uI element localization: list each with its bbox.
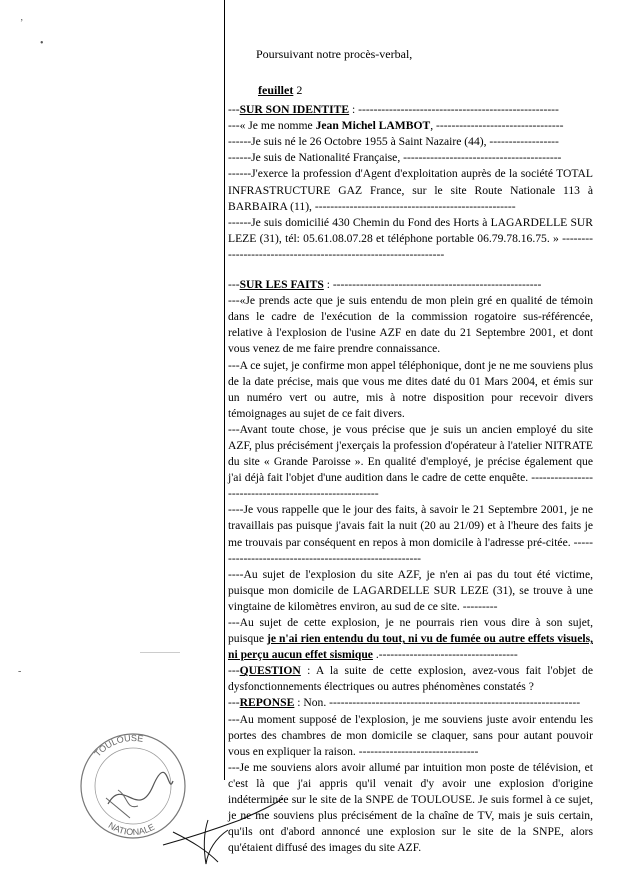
facts-paragraph-7: ---Au moment supposé de l'explosion, je me souviens juste avoir entendu les portes des chambres de mon domicile se claquer, sans pour autant pouvoir vous en expliquer la raison. -------------------------------: [228, 712, 593, 758]
margin-faint-line: [140, 652, 180, 653]
facts-paragraph-5: ----Au sujet de l'explosion du site AZF, je n'en ai pas du tout été victime, puisque mon domicile de LAGARDELLE SUR LEZE (31), se trouve à une vingtaine de kilomètres environ, au sud de ce site. ---------: [228, 567, 593, 613]
facts-heading-suffix: : ------------------------------------------------------: [323, 278, 542, 292]
question-text: : A la suite de cette explosion, avez-vous fait l'objet de dysfonctionnements électriques ou autres phénomènes constatés ?: [228, 664, 593, 694]
intro-line: Poursuivant notre procès-verbal,: [256, 47, 413, 61]
answer-text: : Non. -----------------------------------------------------------------: [294, 696, 581, 710]
text-column: [228, 46, 593, 856]
identity-nationality: ------Je suis de Nationalité Française, -----------------------------------------: [228, 151, 562, 165]
identity-name: Jean Michel LAMBOT: [315, 119, 431, 133]
answer-label: REPONSE: [239, 696, 295, 710]
identity-name-suffix: , ---------------------------------: [430, 119, 564, 133]
facts-paragraph-3: ---Avant toute chose, je vous précise que je suis un ancien employé du site AZF, plus précisément j'exerçais la profession d'opérateur à l'atelier NITRATE du site « Grande Paroisse ». En qualité d'employé, je précise également que j'ai déjà fait l'objet d'une audition dans le cadre de cette enquête. -------------------------------------------------------: [228, 422, 593, 501]
facts-paragraph-6: [228, 615, 593, 663]
identity-heading-line: ---SUR SON IDENTITE : ----------------------------------------------------: [228, 103, 559, 117]
identity-address: ------Je suis domicilié 430 Chemin du Fond des Horts à LAGARDELLE SUR LEZE (31), tél: 05.61.08.07.28 et téléphone portable 06.79.78.16.75. » ----------------------------------------------------------------: [228, 215, 593, 261]
sheet-label: feuillet: [258, 83, 294, 97]
spacer: [228, 263, 593, 277]
answer-line: ---REPONSE : Non. -----------------------------------------------------------------: [228, 696, 581, 710]
facts-paragraph-1: ---«Je prends acte que je suis entendu de mon plein gré en qualité de témoin dans le cadre de l'exécution de la commission rogatoire sus-référencée, relative à l'explosion de l'usine AZF en date du 21 Septembre 2001, et dont vous venez de me faire prendre connaissance.: [228, 294, 593, 356]
question-line: ---QUESTION : A la suite de cette explosion, avez-vous fait l'objet de dysfonctionnements électriques ou autres phénomènes constatés ?: [228, 664, 593, 694]
facts-paragraph-4: ----Je vous rappelle que le jour des faits, à savoir le 21 Septembre 2001, je ne travaillais pas puisque j'avais fait la nuit (20 au 21/09) et à l'heure des faits je me trouvais par conséquent en repos à mon domicile à l'adresse pré-citée. -------------------------------------------------------: [228, 503, 593, 565]
facts-p6-emphasis: je n'ai rien entendu du tout, ni vu de fumée ou autre effets visuels, ni perçu aucun effet sismique: [228, 632, 593, 662]
facts-heading-line: ---SUR LES FAITS : ------------------------------------------------------: [228, 278, 542, 292]
stamp-bottom-text: NATIONALE: [106, 820, 157, 838]
facts-p6-prefix: ---Au sujet de cette explosion, je ne pourrais rien vous dire à son sujet, puisque: [228, 616, 593, 646]
margin-dot: •: [40, 38, 44, 49]
sheet-value: 2: [296, 83, 303, 97]
facts-p6-suffix: .------------------------------------: [372, 648, 518, 662]
stamp-top-text: TOULOUSE: [92, 732, 145, 759]
identity-heading: SUR SON IDENTITE: [239, 103, 350, 117]
facts-paragraph-2: ---A ce sujet, je confirme mon appel téléphonique, dont je ne me souviens plus de la date précise, mais que vous me dites daté du 01 Mars 2004, et émis sur un numéro vert ou autre, mis à notre disposition pour recevoir divers témoignages au sujet de ce fait divers.: [228, 358, 593, 420]
question-label: QUESTION: [239, 664, 301, 678]
margin-dash: -: [18, 666, 22, 677]
identity-name-line: [228, 118, 593, 134]
identity-birth: ------Je suis né le 26 Octobre 1955 à Saint Nazaire (44), ------------------: [228, 135, 559, 149]
sheet-number: [258, 82, 593, 98]
facts-paragraph-8: ---Je me souviens alors avoir allumé par intuition mon poste de télévision, et c'est là que j'ai appris qu'il venait d'y avoir une explosion d'origine indéterminée sur le site de la SNPE de TOULOUSE. Je suis formel à ce sujet, je ne me souviens plus précisément de la chaîne de TV, mais je suis certain, qu'ils ont d'abord annoncé une explosion sur le site de la SNPE, alors qu'étaient diffusé des images du site AZF.: [228, 760, 593, 855]
margin-tick: ’: [20, 18, 24, 29]
identity-profession: ------J'exerce la profession d'Agent d'exploitation auprès de la société TOTAL INFRASTRUCTURE GAZ France, sur le site Route Nationale 113 à BARBAIRA (11), ----------------------------------------------------: [228, 167, 593, 213]
signature: [158, 790, 288, 870]
facts-heading: SUR LES FAITS: [239, 278, 324, 292]
identity-name-prefix: ---« Je me nomme: [228, 119, 316, 133]
margin-rule: [224, 0, 225, 780]
